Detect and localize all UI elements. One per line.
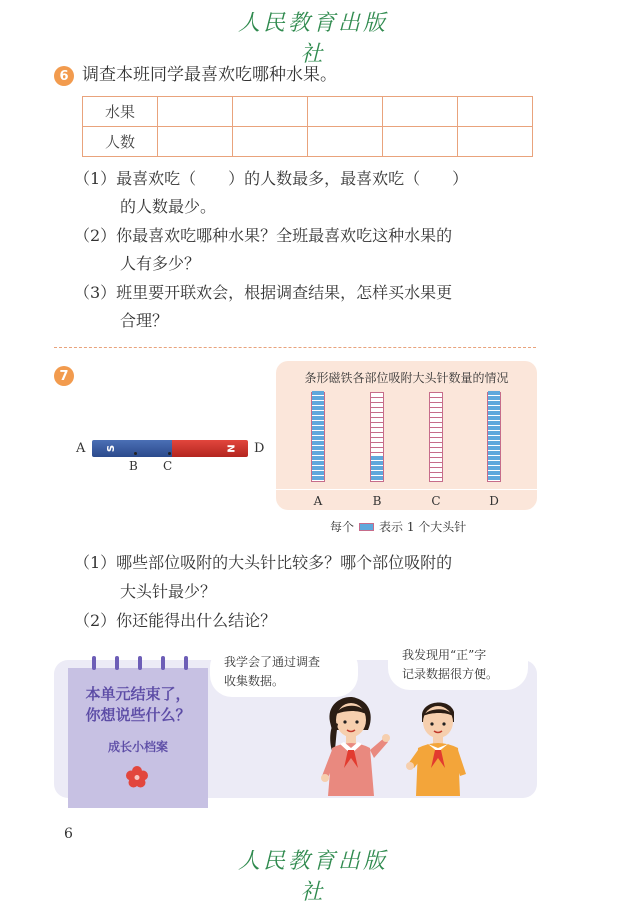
chart-bar-fill-b (371, 456, 383, 481)
magnet-north-pole (172, 440, 248, 457)
magnet-n-label: N (226, 444, 238, 453)
table-row (83, 97, 533, 127)
magnet-point-b-dot (134, 452, 137, 455)
notebook-subtitle: 成长小档案 (107, 740, 168, 754)
table-cell[interactable] (308, 127, 383, 157)
chart-bar-a (311, 392, 325, 482)
ring (161, 656, 165, 670)
table-cell[interactable] (458, 97, 533, 127)
section-divider (54, 347, 536, 348)
chart-title: 条形磁铁各部位吸附大头针数量的情况 (304, 371, 509, 385)
magnet-label-c: C (163, 459, 173, 473)
q6-sub2-line1: （2）你最喜欢吃哪种水果？全班最喜欢吃这种水果的 (74, 226, 453, 245)
q6-sub2-line2: 人有多少？ (120, 254, 201, 273)
table-row (83, 127, 533, 157)
boy-illustration (406, 694, 472, 796)
magnet-label-b: B (129, 459, 138, 473)
notebook-line1: 本单元结束了， (85, 685, 191, 703)
question-6-number: 6 (54, 66, 74, 86)
legend-prefix: 每个 (330, 520, 355, 534)
survey-table (82, 96, 533, 157)
chart-bar-b (370, 392, 384, 482)
q6-sub1-line2: 的人数最少。 (120, 197, 217, 216)
chart-bar-fill-d (488, 391, 500, 481)
chart-bar-fill-a (312, 391, 324, 481)
chart-tick-label-d: D (489, 494, 499, 508)
q6-sub3-line2: 合理？ (120, 311, 169, 330)
ring (138, 656, 142, 670)
table-cell[interactable] (458, 127, 533, 157)
q6-sub1-line1: （1）最喜欢吃（ ）的人数最多，最喜欢吃（ ） (74, 169, 469, 188)
growth-notebook (68, 668, 208, 808)
q7-sub1-line2: 大头针最少？ (120, 582, 217, 601)
table-cell[interactable] (158, 127, 233, 157)
q7-sub1-line1: （1）哪些部位吸附的大头针比较多？哪个部位吸附的 (74, 553, 453, 572)
table-cell[interactable] (233, 127, 308, 157)
q6-sub3-line1: （3）班里要开联欢会，根据调查结果，怎样买水果更 (74, 283, 453, 302)
bubble-left-line1: 我学会了通过调查 (224, 655, 321, 669)
pin-chart (276, 361, 537, 510)
table-cell[interactable] (233, 97, 308, 127)
chart-legend (330, 518, 466, 535)
question-7-number: 7 (54, 366, 74, 386)
table-row-label-fruit: 水果 (83, 97, 158, 127)
question-6-prompt: 调查本班同学最喜欢吃哪种水果。 (82, 65, 337, 85)
girl-illustration (318, 692, 390, 796)
magnet-label-d: D (254, 441, 265, 456)
table-row-label-count: 人数 (83, 127, 158, 157)
legend-pin-icon (359, 523, 374, 531)
chart-baseline (276, 489, 537, 490)
bubble-left-line2: 收集数据。 (224, 674, 285, 688)
speech-bubble-right (388, 638, 528, 690)
table-cell[interactable] (308, 97, 383, 127)
table-cell[interactable] (383, 127, 458, 157)
speech-bubble-left (210, 645, 358, 697)
chart-tick-label-b: B (372, 494, 382, 508)
magnet-label-a: A (76, 441, 86, 456)
flower-icon (126, 766, 148, 788)
publisher-footer: 人民教育出版社 (237, 849, 388, 905)
ring (92, 656, 96, 670)
q7-sub2-line1: （2）你还能得出什么结论？ (74, 611, 277, 630)
chart-bar-c (429, 392, 443, 482)
table-cell[interactable] (383, 97, 458, 127)
notebook-rings (92, 656, 188, 670)
page-number: 6 (64, 826, 73, 842)
bubble-right-line1: 我发现用“正”字 (402, 648, 487, 662)
ring (184, 656, 188, 670)
chart-bar-d (487, 392, 501, 482)
notebook-line2: 你想说些什么？ (85, 706, 191, 724)
magnet-south-pole (92, 440, 172, 457)
table-cell[interactable] (158, 97, 233, 127)
bubble-right-line2: 记录数据很方便。 (402, 667, 499, 681)
ring (115, 656, 119, 670)
magnet-point-c-dot (168, 452, 171, 455)
chart-tick-label-c: C (431, 494, 441, 508)
publisher-header: 人民教育出版社 (237, 11, 388, 67)
chart-tick-label-a: A (313, 494, 323, 508)
magnet-s-label: S (106, 444, 118, 453)
legend-suffix: 表示 1 个大头针 (379, 520, 467, 534)
